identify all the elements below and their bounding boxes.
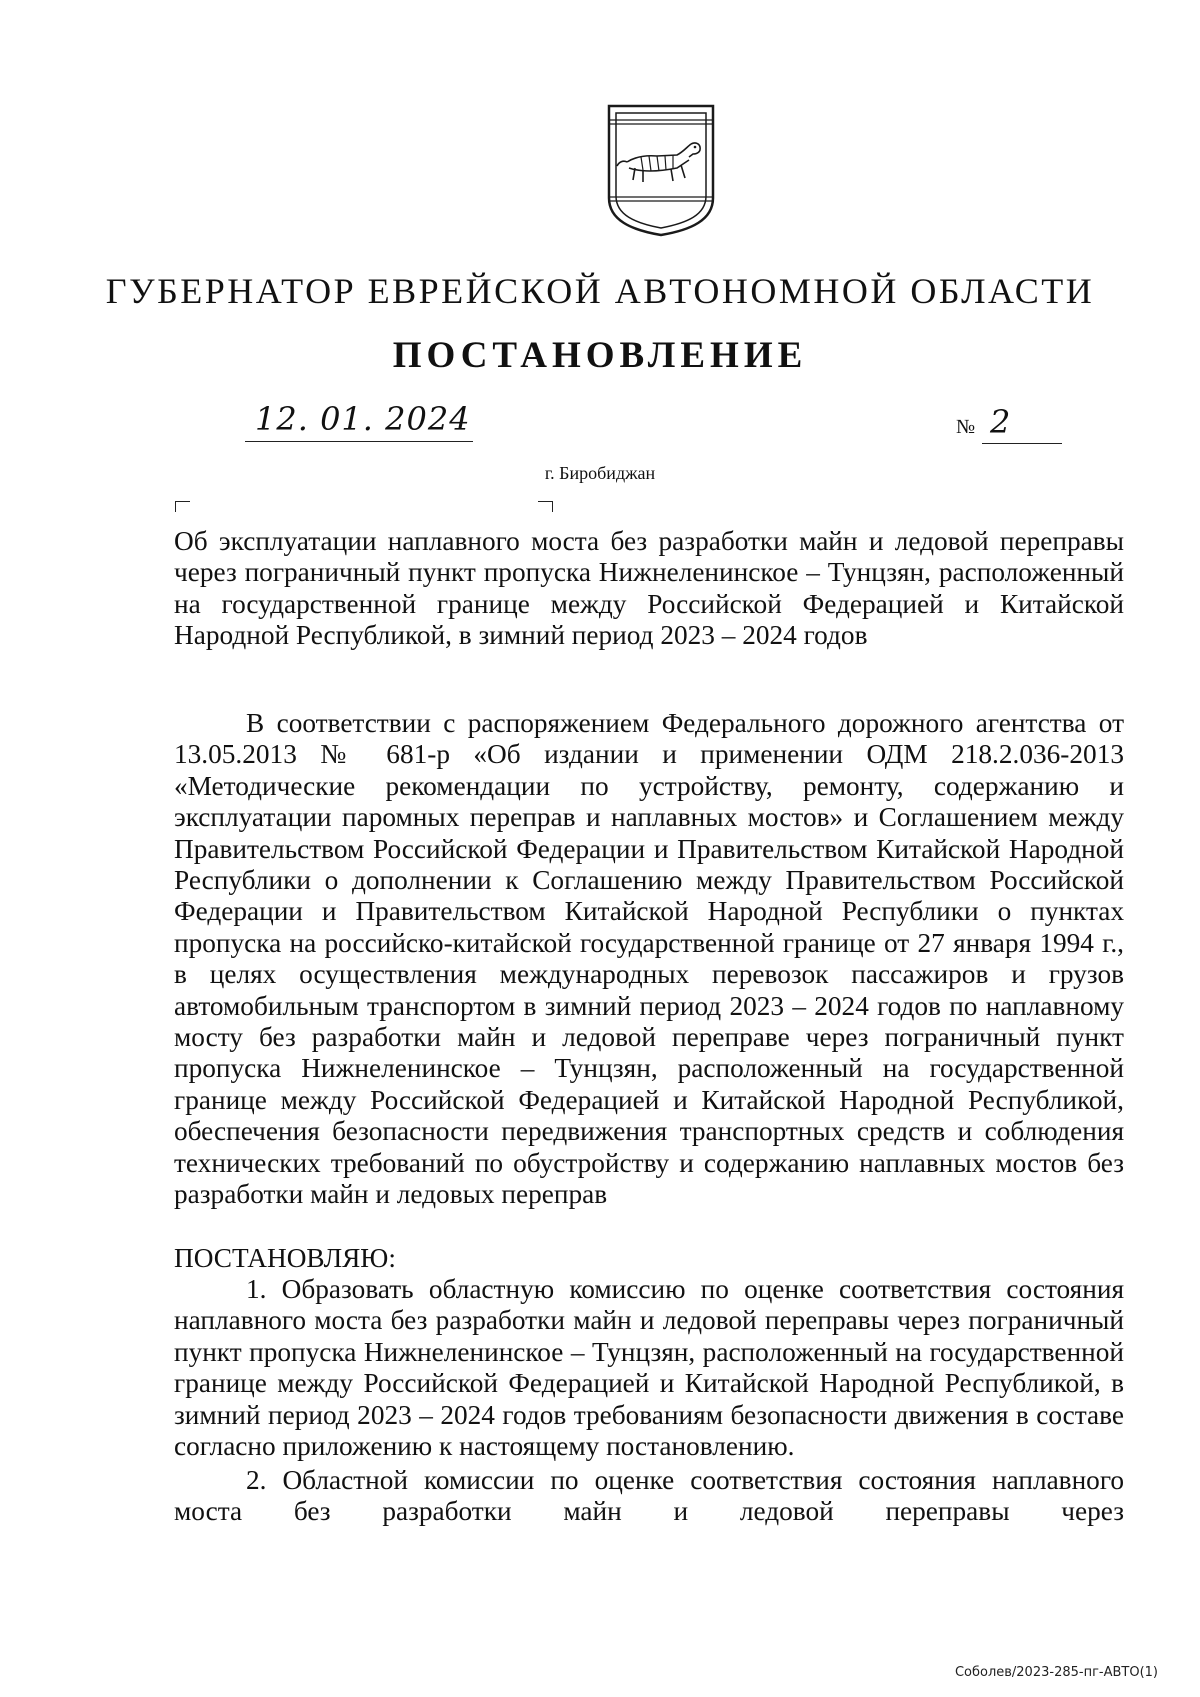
city-label: г. Биробиджан (544, 463, 656, 483)
preamble-paragraph: В соответствии с распоряжением Федерального дорожного агентства от 13.05.2013 № 681-р «Об издании и применении ОДМ 218.2.036-2013 «Методические рекомендации по устройству, ремонту, содержанию и эксплуатации паромных переправ и наплавных мостов» и Соглашением между Правительством Российской Федерации и Правительством Китайской Народной Республики о дополнении к Соглашению между Правительством Российской Федерации и Правительством Китайской Народной Республики о пунктах пропуска на российско-китайской государственной границе от 27 января 1994 г., в целях осуществления международных перевозок пассажиров и грузов автомобильным транспортом в зимний период 2023 – 2024 годов по наплавному мосту без разработки майн и ледовой переправе через пограничный пункт пропуска Нижнеленинское – Тунцзян, расположенный на государственной границе между Российской Федерацией и Китайской Народной Республикой, обеспечения безопасности передвижения транспортных средств и соблюдения технических требований по обустройству и содержанию наплавных мостов без разработки майн и ледовых переправ (174, 708, 1124, 1210)
subject-bracket-right (538, 501, 553, 512)
document-subject: Об эксплуатации наплавного моста без разработки майн и ледовой переправы через пограничный пункт пропуска Нижнеленинское – Тунцзян, расположенный на государственной границе между Российской Федерацией и Китайской Народной Республикой, в зимний период 2023 – 2024 годов (174, 526, 1124, 651)
number-underline (982, 443, 1062, 444)
document-date: 12. 01. 2024 (255, 400, 471, 438)
subject-bracket-left (175, 501, 190, 512)
org-title: ГУБЕРНАТОР ЕВРЕЙСКОЙ АВТОНОМНОЙ ОБЛАСТИ (105, 271, 1095, 311)
date-underline (245, 441, 473, 442)
document-number: 2 (990, 403, 1011, 441)
coat-of-arms-tiger-icon (605, 102, 717, 238)
decree-word: ПОСТАНОВЛЯЮ: (174, 1243, 396, 1273)
list-item: 2. Областной комиссии по оценке соответствия состояния наплавного моста без разработки майн и ледовой переправы через (174, 1465, 1124, 1527)
list-item: 1. Образовать областную комиссию по оценке соответствия состояния наплавного моста без разработки майн и ледовой переправы через пограничный пункт пропуска Нижнеленинское – Тунцзян, расположенный на государственной границе между Российской Федерацией и Китайской Народной Республикой, в зимний период 2023 – 2024 годов требованиям безопасности движения в составе согласно приложению к настоящему постановлению. (174, 1274, 1124, 1462)
footer-reference: Соболев/2023-285-пг-АВТО(1) (954, 1665, 1158, 1680)
document-type-title: ПОСТАНОВЛЕНИЕ (392, 335, 808, 376)
number-label: № (956, 416, 976, 438)
